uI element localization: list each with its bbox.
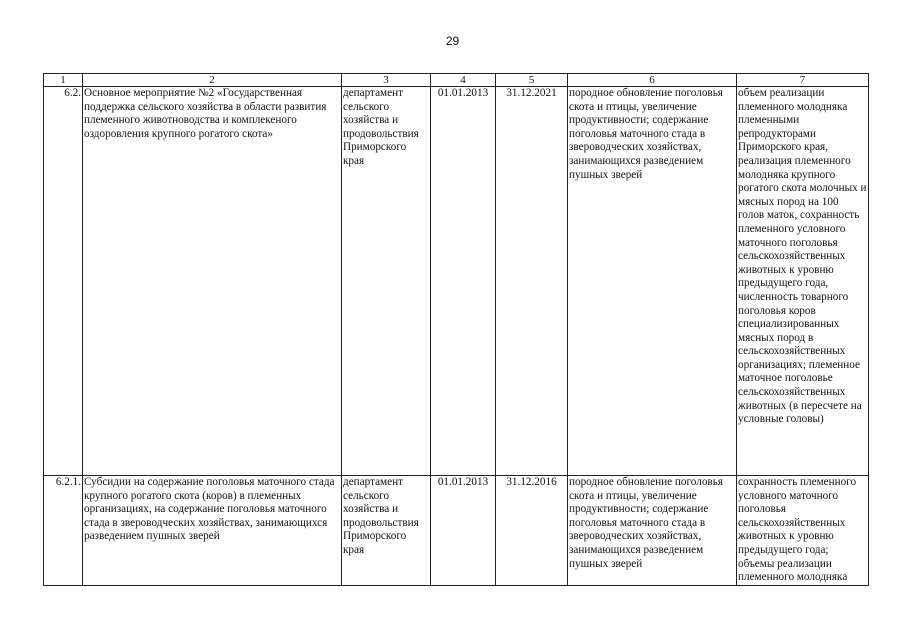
page-number: 29 [445,34,460,48]
table-row [44,87,869,476]
end-date: 31.12.2016 [496,476,568,586]
indicators: сохранность племенного условного маточного поголовья сельскохозяйственных животных к уровню предыдущего года; объемы реализации племенного молодняка [737,476,869,586]
executor: департамент сельского хозяйства и продовольствия Приморского края [342,87,431,476]
column-header: 3 [342,74,431,87]
end-date: 31.12.2021 [496,87,568,476]
start-date: 01.01.2013 [431,87,496,476]
table-header-row [44,74,869,87]
column-header: 4 [431,74,496,87]
row-number: 6.2. [44,87,83,476]
activity-name: Основное мероприятие №2 «Государственная поддержка сельского хозяйства в области развития племенного животноводства и комплекеного оздоровления крупного рогатого скота» [83,87,342,476]
executor: департамент сельского хозяйства и продовольствия Приморского края [342,476,431,586]
column-header: 2 [83,74,342,87]
indicators: объем реализации племенного молодняка племенными репродукторами Приморского края, реализация племенного молодняка крупного рогатого скота молочных и мясных пород на 100 голов маток, сохранность племенного условного маточного поголовья сельскохозяйственных животных к уровню предыдущего года, численность товарного поголовья коров специализированных мясных пород в сельскохозяйственных организациях; племенное маточное поголовье сельскохозяйственных животных (в пересчете на условные головы) [737,87,869,476]
column-header: 6 [568,74,737,87]
row-number: 6.2.1. [44,476,83,586]
activity-name: Субсидии на содержание поголовья маточного стада крупного рогатого скота (коров) в племенных организациях, на содержание поголовья маточного стада в звероводческих хозяйствах, занимающихся разведением пушных зверей [83,476,342,586]
column-header: 1 [44,74,83,87]
table-row [44,476,869,586]
start-date: 01.01.2013 [431,476,496,586]
expected-result: породное обновление поголовья скота и птицы, увеличение продуктивности; содержание поголовья маточного стада в звероводческих хозяйствах, занимающихся разведением пушных зверей [568,476,737,586]
program-activities-table [43,73,869,586]
column-header: 5 [496,74,568,87]
column-header: 7 [737,74,869,87]
expected-result: породное обновление поголовья скота и птицы, увеличение продуктивности; содержание поголовья маточного стада в звероводческих хозяйствах, занимающихся разведением пушных зверей [568,87,737,476]
